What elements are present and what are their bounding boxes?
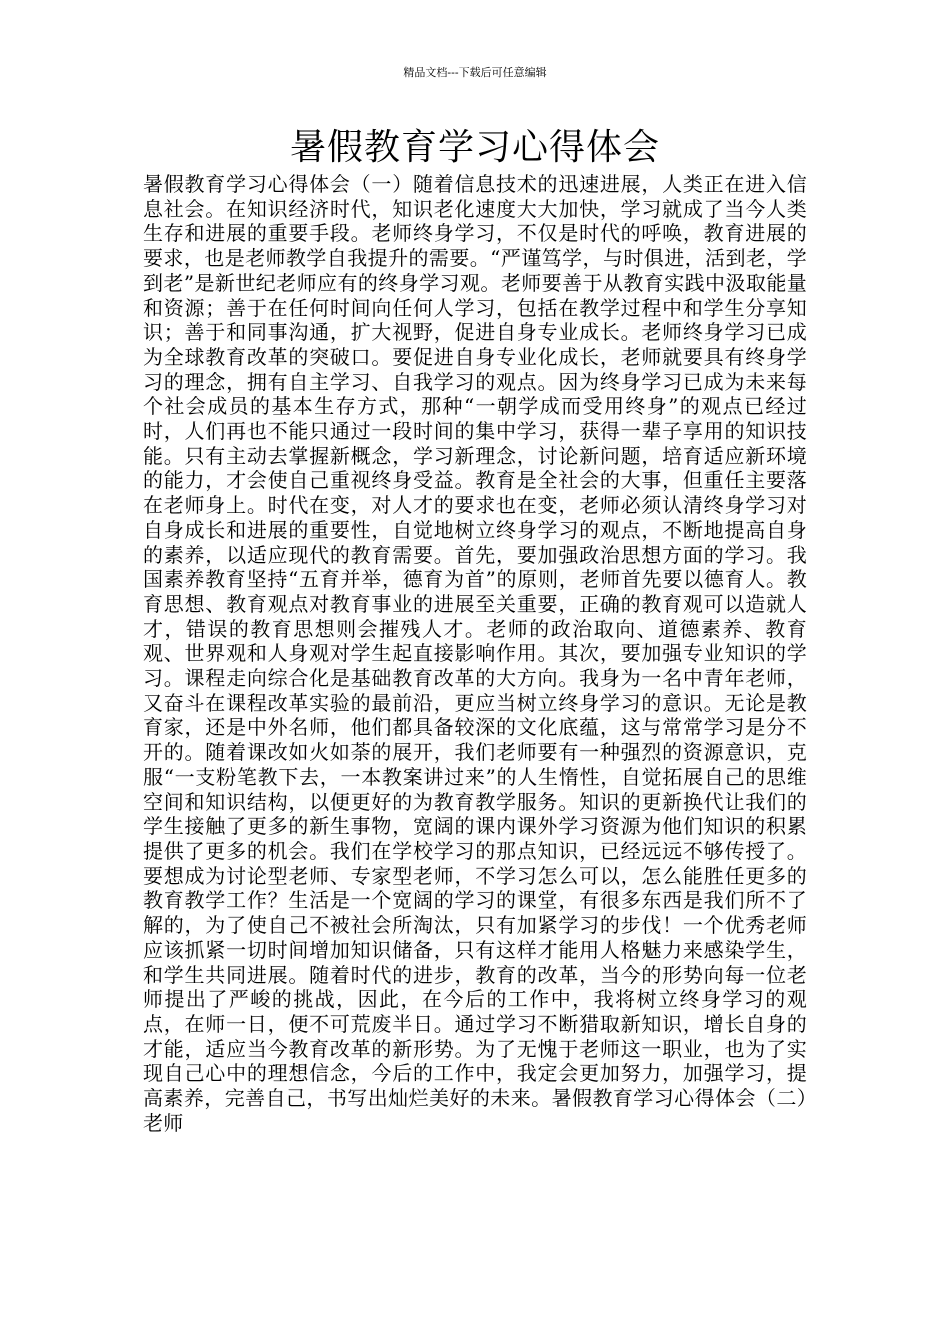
page-header: 精品文档---下载后可任意编辑	[403, 66, 547, 79]
document-body: 暑假教育学习心得体会（一）随着信息技术的迅速进展，人类正在进入信息社会。在知识经济时代，知识老化速度大大加快，学习就成了当今人类生存和进展的重要手段。老师终身学习，不仅是时代的呼唤，教育进展的要求，也是老师教学自我提升的需要。“严谨笃学，与时俱进，活到老，学到老”是新世纪老师应有的终身学习观。老师要善于从教育实践中汲取能量和资源；善于在任何时间向任何人学习，包括在教学过程中和学生分享知识；善于和同事沟通，扩大视野，促进自身专业成长。老师终身学习已成为全球教育改革的突破口。要促进自身专业化成长，老师就要具有终身学习的理念，拥有自主学习、自我学习的观点。因为终身学习已成为未来每个社会成员的基本生存方式，那种“一朝学成而受用终身”的观点已经过时，人们再也不能只通过一段时间的集中学习，获得一辈子享用的知识技能。只有主动去掌握新概念，学习新理念，讨论新问题，培育适应新环境的能力，才会使自己重视终身受益。教育是全社会的大事，但重任主要落在老师身上。时代在变，对人才的要求也在变，老师必须认清终身学习对自身成长和进展的重要性，自觉地树立终身学习的观点，不断地提高自身的素养，以适应现代的教育需要。首先，要加强政治思想方面的学习。我国素养教育坚持“五育并举，德育为首”的原则，老师首先要以德育人。教育思想、教育观点对教育事业的进展至关重要，正确的教育观可以造就人才，错误的教育思想则会摧残人才。老师的政治取向、道德素养、教育观、世界观和人身观对学生起直接影响作用。其次，要加强专业知识的学习。课程走向综合化是基础教育改革的大方向。我身为一名中青年老师，又奋斗在课程改革实验的最前沿，更应当树立终身学习的意识。无论是教育家，还是中外名师，他们都具备较深的文化底蕴，这与常常学习是分不开的。随着课改如火如荼的展开，我们老师要有一种强烈的资源意识，克服“一支粉笔教下去，一本教案讲过来”的人生惰性，自觉拓展自己的思维空间和知识结构，以便更好的为教育教学服务。知识的更新换代让我们的学生接触了更多的新生事物，宽阔的课内课外学习资源为他们知识的积累提供了更多的机会。我们在学校学习的那点知识，已经远远不够传授了。要想成为讨论型老师、专家型老师，不学习怎么可以，怎么能胜任更多的教育教学工作？生活是一个宽阔的学习的课堂，有很多东西是我们所不了解的，为了使自己不被社会所淘汰，只有加紧学习的步伐！一个优秀老师应该抓紧一切时间增加知识储备，只有这样才能用人格魅力来感染学生，和学生共同进展。随着时代的进步，教育的改革，当今的形势向每一位老师提出了严峻的挑战，因此，在今后的工作中，我将树立终身学习的观点，在师一日，便不可荒废半日。通过学习不断猎取新知识，增长自身的才能，适应当今教育改革的新形势。为了无愧于老师这一职业，也为了实现自己心中的理想信念，今后的工作中，我定会更加努力，加强学习，提高素养，完善自己，书写出灿烂美好的未来。暑假教育学习心得体会（二）老师	[143, 172, 807, 1135]
document-title: 暑假教育学习心得体会	[289, 127, 660, 168]
